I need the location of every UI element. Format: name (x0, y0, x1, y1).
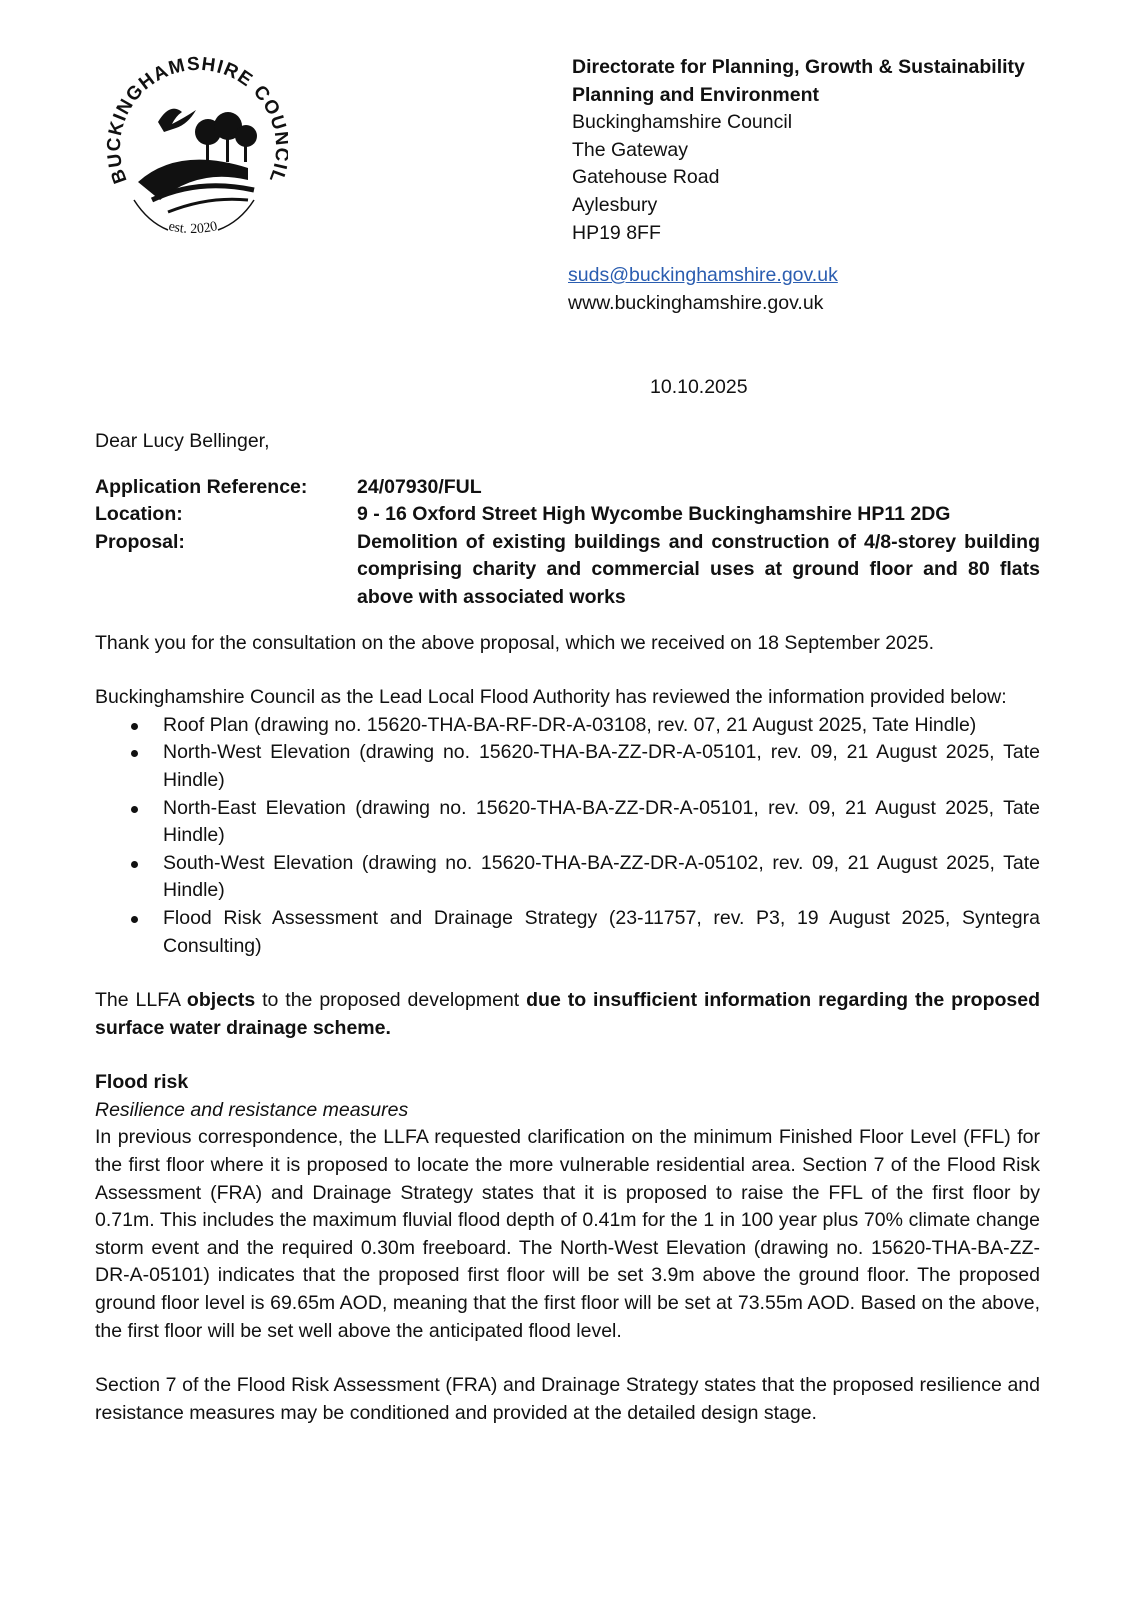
flood-risk-paragraph-2: Section 7 of the Flood Risk Assessment (FRA) and Drainage Strategy states that the proposed resilience and resistance measures may be conditioned and provided at the detailed design stage. (95, 1374, 1040, 1424)
application-reference-label: Application Reference: (95, 475, 308, 498)
proposal-value: Demolition of existing buildings and construction of 4/8-storey building comprising charity and commercial uses at ground floor and 80 flats above with associated works (357, 530, 1040, 608)
list-item: Roof Plan (drawing no. 15620-THA-BA-RF-DR-A-03108, rev. 07, 21 August 2025, Tate Hindle) (163, 712, 1040, 740)
address-line: Buckinghamshire Council (572, 111, 793, 134)
resilience-subheading: Resilience and resistance measures (95, 1098, 409, 1121)
list-item: South-West Elevation (drawing no. 15620-THA-BA-ZZ-DR-A-05102, rev. 09, 21 August 2025, Tate Hindle) (163, 850, 1040, 905)
flood-risk-heading: Flood risk (95, 1071, 189, 1094)
objects-emphasis: objects (186, 989, 256, 1012)
list-item: North-East Elevation (drawing no. 15620-THA-BA-ZZ-DR-A-05101, rev. 09, 21 August 2025, Tate Hindle) (163, 795, 1040, 850)
application-reference-row (95, 474, 1040, 502)
email-link[interactable]: suds@buckinghamshire.gov.uk (568, 264, 838, 286)
department-name: Planning and Environment (572, 83, 820, 106)
address-line: The Gateway (572, 138, 688, 161)
sender-address (572, 54, 1092, 247)
location-row (95, 501, 1040, 529)
documents-list (95, 712, 1040, 960)
logo-est-text: est. 2020 (167, 219, 219, 238)
list-item: Flood Risk Assessment and Drainage Strategy (23-11757, rev. P3, 19 August 2025, Syntegra Consulting) (163, 905, 1040, 960)
swan-icon (158, 109, 196, 132)
logo-arc-text: BUCKINGHAMSHIRE COU L (103, 53, 288, 187)
directorate-name: Directorate for Planning, Growth & Sustainability (572, 56, 1025, 78)
location-label: Location: (95, 503, 183, 526)
website-text: www.buckinghamshire.gov.uk (568, 291, 824, 314)
location-value: 9 - 16 Oxford Street High Wycombe Buckinghamshire HP11 2DG (357, 503, 951, 526)
salutation: Dear Lucy Bellinger, (95, 430, 270, 452)
objection-paragraph: The LLFA objects to the proposed development due to insufficient information regarding the proposed surface water drainage scheme. (95, 989, 1040, 1039)
contact-details (568, 262, 1088, 317)
proposal-label: Proposal: (95, 530, 185, 553)
flood-risk-paragraph: In previous correspondence, the LLFA requested clarification on the minimum Finished Floor Level (FFL) for the first floor where it is proposed to locate the more vulnerable residential area. Section 7 of the Flood Risk Assessment (FRA) and Drainage Strategy states that it is proposed to raise the FFL of the first floor by 0.71m. This includes the maximum fluvial flood depth of 0.41m for the 1 in 100 year plus 70% climate change storm event and the required 0.30m freeboard. The North-West Elevation (drawing no. 15620-THA-BA-ZZ-DR-A-05101) indicates that the proposed first floor will be set 3.9m above the ground floor. The proposed ground floor level is 69.65m AOD, meaning that the first floor will be set at 73.55m AOD. Based on the above, the first floor will be set well above the anticipated flood level. (95, 1126, 1040, 1342)
hill-icon (138, 160, 248, 200)
application-reference-value: 24/07930/FUL (357, 475, 482, 498)
council-logo (98, 50, 288, 250)
intro-paragraph: Thank you for the consultation on the above proposal, which we received on 18 September 2025. (95, 631, 935, 654)
objection-reason: due to insufficient information regarding the proposed surface water drainage scheme. (95, 989, 1040, 1039)
review-intro: Buckinghamshire Council as the Lead Local Flood Authority has reviewed the information provided below: (95, 686, 1007, 709)
svg-text:est. 2020 (167, 219, 219, 237)
address-line: Aylesbury (572, 193, 658, 216)
letter-body (95, 428, 1040, 1427)
council-seal-icon (98, 50, 288, 250)
list-item: North-West Elevation (drawing no. 15620-THA-BA-ZZ-DR-A-05101, rev. 09, 21 August 2025, Tate Hindle) (163, 739, 1040, 794)
address-line: HP19 8FF (572, 221, 661, 244)
proposal-row (95, 529, 1040, 612)
application-details (95, 474, 1040, 612)
address-line: Gatehouse Road (572, 166, 720, 189)
letter-date: 10.10.2025 (650, 376, 748, 398)
